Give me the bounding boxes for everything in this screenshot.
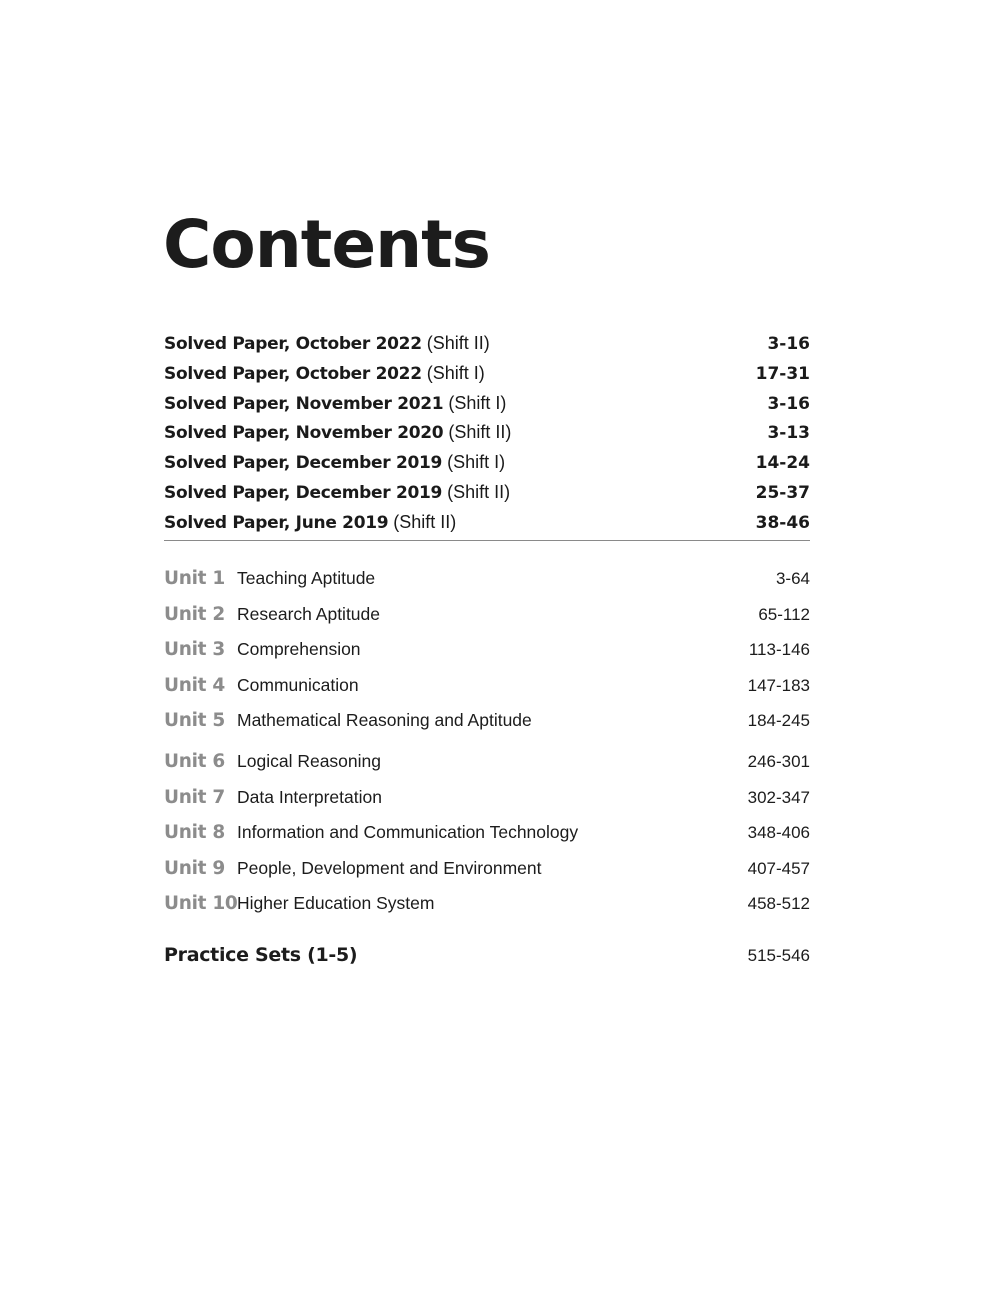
solved-paper-name: Solved Paper, June 2019 <box>164 512 389 533</box>
unit-title: People, Development and Environment <box>237 857 542 878</box>
units-list <box>164 568 810 929</box>
solved-paper-row[interactable] <box>164 482 810 512</box>
solved-paper-pages: 38-46 <box>755 512 810 533</box>
unit-number: Unit 6 <box>164 751 225 772</box>
solved-paper-name: Solved Paper, October 2022 <box>164 334 422 354</box>
unit-row[interactable] <box>164 568 810 604</box>
solved-paper-label <box>164 422 511 443</box>
solved-paper-label <box>164 452 505 473</box>
solved-paper-pages: 25-37 <box>755 482 810 503</box>
solved-paper-pages: 3-13 <box>767 423 810 444</box>
unit-row[interactable] <box>164 822 810 858</box>
unit-title: Mathematical Reasoning and Aptitude <box>237 710 532 730</box>
practice-sets-row[interactable] <box>164 944 810 966</box>
unit-row[interactable] <box>164 710 810 751</box>
unit-title: Data Interpretation <box>237 786 382 807</box>
unit-row[interactable] <box>164 787 810 823</box>
unit-pages: 246-301 <box>747 752 810 771</box>
unit-row[interactable] <box>164 675 810 711</box>
unit-pages: 147-183 <box>747 675 810 695</box>
solved-paper-pages: 3-16 <box>767 334 810 354</box>
solved-paper-shift: (Shift I) <box>447 452 506 473</box>
unit-row[interactable] <box>164 639 810 675</box>
unit-pages: 3-64 <box>775 569 810 588</box>
solved-paper-shift: (Shift II) <box>426 333 490 353</box>
solved-paper-name: Solved Paper, November 2021 <box>164 393 444 414</box>
solved-paper-label <box>164 482 510 503</box>
unit-number: Unit 5 <box>164 710 225 731</box>
solved-paper-row[interactable] <box>164 422 810 452</box>
unit-row[interactable] <box>164 858 810 894</box>
solved-paper-pages: 17-31 <box>755 363 810 384</box>
unit-title: Research Aptitude <box>237 603 381 624</box>
unit-number: Unit 1 <box>164 568 225 589</box>
unit-pages: 65-112 <box>758 604 810 624</box>
solved-paper-label <box>164 363 485 384</box>
unit-pages: 348-406 <box>747 823 810 842</box>
solved-paper-pages: 3-16 <box>767 393 810 414</box>
unit-title: Information and Communication Technology <box>237 822 579 842</box>
unit-pages: 184-245 <box>747 711 810 730</box>
unit-row[interactable] <box>164 751 810 787</box>
practice-sets-pages: 515-546 <box>747 946 810 965</box>
solved-paper-name: Solved Paper, November 2020 <box>164 423 444 444</box>
solved-paper-label <box>164 333 490 354</box>
solved-paper-name: Solved Paper, December 2019 <box>164 482 443 503</box>
solved-paper-row[interactable] <box>164 393 810 423</box>
solved-paper-shift: (Shift II) <box>447 481 511 502</box>
unit-title: Communication <box>237 674 359 695</box>
unit-number: Unit 10 <box>164 893 238 914</box>
solved-paper-shift: (Shift II) <box>448 422 512 443</box>
unit-title: Teaching Aptitude <box>237 568 376 588</box>
unit-title: Logical Reasoning <box>237 751 381 771</box>
unit-number: Unit 7 <box>164 786 225 808</box>
page-title: Contents <box>163 206 490 283</box>
unit-number: Unit 3 <box>164 639 225 660</box>
solved-paper-row[interactable] <box>164 333 810 363</box>
solved-papers-list <box>164 333 810 542</box>
unit-pages: 407-457 <box>747 858 810 878</box>
section-divider <box>164 540 810 541</box>
solved-paper-label <box>164 393 506 414</box>
solved-paper-shift: (Shift II) <box>393 511 457 532</box>
unit-pages: 113-146 <box>748 640 810 659</box>
solved-paper-label <box>164 512 456 533</box>
solved-paper-row[interactable] <box>164 452 810 482</box>
solved-paper-shift: (Shift I) <box>426 362 485 383</box>
solved-paper-row[interactable] <box>164 512 810 542</box>
practice-sets-label: Practice Sets (1-5) <box>164 944 358 966</box>
unit-number: Unit 4 <box>164 674 225 696</box>
solved-paper-name: Solved Paper, December 2019 <box>164 453 443 474</box>
unit-title: Comprehension <box>237 639 361 659</box>
solved-paper-row[interactable] <box>164 363 810 393</box>
unit-title: Higher Education System <box>237 893 435 913</box>
solved-paper-pages: 14-24 <box>755 453 810 474</box>
solved-paper-name: Solved Paper, October 2022 <box>164 363 422 384</box>
unit-row[interactable] <box>164 604 810 640</box>
unit-number: Unit 2 <box>164 603 225 625</box>
solved-paper-shift: (Shift I) <box>448 392 507 413</box>
unit-pages: 458-512 <box>747 894 810 913</box>
unit-pages: 302-347 <box>747 787 810 807</box>
unit-number: Unit 8 <box>164 822 225 843</box>
unit-row[interactable] <box>164 893 810 929</box>
unit-number: Unit 9 <box>164 857 225 879</box>
